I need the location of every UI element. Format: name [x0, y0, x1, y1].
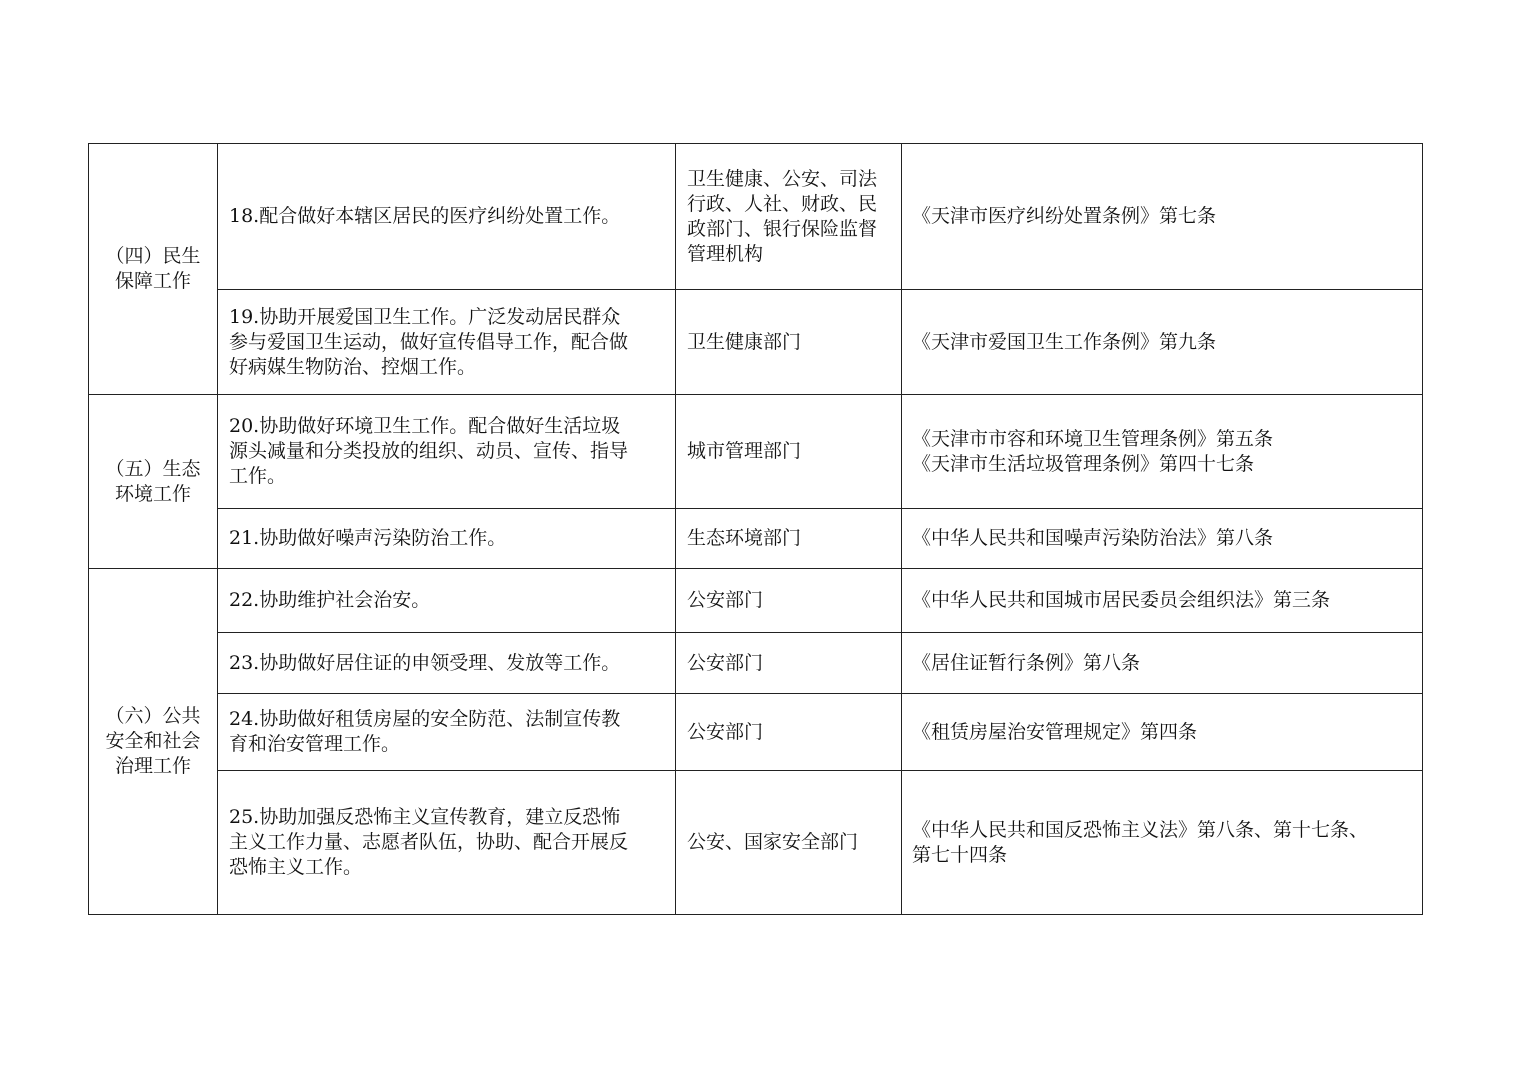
task-line: 21.协助做好噪声污染防治工作。 [229, 527, 507, 549]
table-row [89, 395, 1423, 509]
task-line: 22.协助维护社会治安。 [229, 589, 431, 611]
dept-line: 生态环境部门 [687, 527, 802, 549]
task-cell [218, 290, 676, 395]
basis-cell [902, 694, 1423, 771]
basis-line: 《中华人民共和国城市居民委员会组织法》第三条 [912, 589, 1331, 611]
task-line: 恐怖主义工作。 [229, 856, 363, 878]
task-line: 工作。 [229, 465, 287, 487]
task-cell [218, 694, 676, 771]
dept-cell [676, 395, 902, 509]
task-line: 参与爱国卫生运动，做好宣传倡导工作，配合做 [229, 330, 629, 353]
dept-line: 政部门、银行保险监督 [687, 217, 878, 240]
dept-line: 公安、国家安全部门 [687, 831, 859, 853]
task-cell [218, 633, 676, 694]
basis-line: 《天津市生活垃圾管理条例》第四十七条 [912, 452, 1255, 475]
task-line: 23.协助做好居住证的申领受理、发放等工作。 [229, 651, 621, 674]
table-row [89, 569, 1423, 633]
task-line: 20.协助做好环境卫生工作。配合做好生活垃圾 [229, 415, 621, 437]
task-line: 24.协助做好租赁房屋的安全防范、法制宣传教 [229, 708, 621, 730]
category-line: 安全和社会 [105, 730, 201, 752]
regulation-table [88, 143, 1423, 915]
task-line: 源头减量和分类投放的组织、动员、宣传、指导 [229, 440, 629, 462]
category-line: 保障工作 [114, 270, 191, 292]
basis-cell [902, 395, 1423, 509]
dept-cell [676, 144, 902, 290]
dept-line: 公安部门 [687, 651, 764, 674]
basis-line: 《中华人民共和国噪声污染防治法》第八条 [912, 527, 1274, 549]
category-cell-livelihood [89, 144, 218, 395]
table-row [89, 144, 1423, 290]
category-line: 环境工作 [114, 482, 191, 505]
table-row [89, 633, 1423, 694]
table-row [89, 509, 1423, 569]
task-cell [218, 569, 676, 633]
dept-cell [676, 569, 902, 633]
dept-line: 公安部门 [687, 720, 764, 743]
dept-cell [676, 290, 902, 395]
category-line: （四）民生 [105, 245, 201, 267]
task-line: 育和治安管理工作。 [229, 733, 401, 755]
dept-line: 卫生健康部门 [687, 330, 802, 353]
task-cell [218, 509, 676, 569]
basis-line: 《天津市市容和环境卫生管理条例》第五条 [912, 427, 1274, 450]
task-cell [218, 144, 676, 290]
task-line: 主义工作力量、志愿者队伍，协助、配合开展反 [229, 831, 629, 853]
category-line: （五）生态 [105, 457, 201, 480]
category-cell-public-safety [89, 569, 218, 915]
task-cell [218, 771, 676, 915]
dept-line: 城市管理部门 [687, 440, 802, 462]
task-line: 25.协助加强反恐怖主义宣传教育，建立反恐怖 [229, 806, 621, 828]
dept-cell [676, 509, 902, 569]
basis-cell [902, 633, 1423, 694]
dept-cell [676, 633, 902, 694]
task-line: 18.配合做好本辖区居民的医疗纠纷处置工作。 [229, 205, 621, 227]
basis-line: 第七十四条 [912, 843, 1008, 866]
basis-cell [902, 771, 1423, 915]
basis-line: 《租赁房屋治安管理规定》第四条 [912, 720, 1198, 743]
task-line: 好病媒生物防治、控烟工作。 [229, 355, 477, 378]
dept-line: 卫生健康、公安、司法 [687, 167, 878, 190]
dept-line: 公安部门 [687, 589, 764, 611]
basis-cell [902, 144, 1423, 290]
basis-line: 《居住证暂行条例》第八条 [912, 651, 1141, 674]
basis-line: 《中华人民共和国反恐怖主义法》第八条、第十七条、 [912, 818, 1369, 841]
category-cell-ecology [89, 395, 218, 569]
table-row [89, 771, 1423, 915]
table-row [89, 694, 1423, 771]
dept-cell [676, 771, 902, 915]
dept-line: 行政、人社、财政、民 [687, 192, 878, 215]
basis-cell [902, 509, 1423, 569]
category-line: （六）公共 [105, 705, 201, 727]
dept-cell [676, 694, 902, 771]
basis-cell [902, 569, 1423, 633]
dept-line: 管理机构 [687, 242, 764, 265]
task-cell [218, 395, 676, 509]
basis-cell [902, 290, 1423, 395]
basis-line: 《天津市医疗纠纷处置条例》第七条 [912, 205, 1217, 227]
category-line: 治理工作 [114, 755, 191, 777]
table-row [89, 290, 1423, 395]
basis-line: 《天津市爱国卫生工作条例》第九条 [912, 330, 1217, 353]
task-line: 19.协助开展爱国卫生工作。广泛发动居民群众 [229, 305, 621, 328]
